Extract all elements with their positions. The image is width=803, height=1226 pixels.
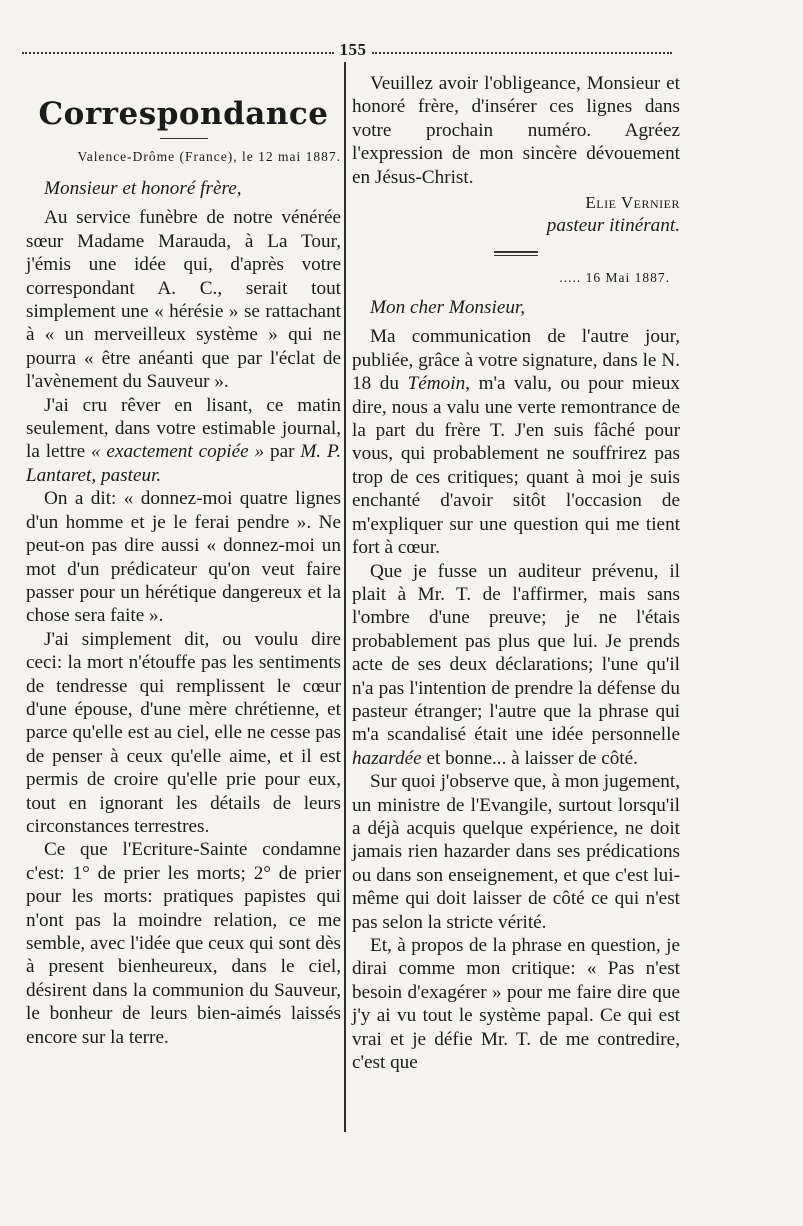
paragraph-text: J'ai cru rêver en lisant, ce matin seulement, dans votre estimable journal, la lettre	[26, 394, 341, 463]
section-title: Correspondance	[38, 96, 329, 132]
right-column	[352, 72, 680, 1074]
paragraph: J'ai simplement dit, ou voulu dire ceci: la mort n'étouffe pas les sentiments de tendresse qui remplissent le cœur d'une épouse, d'une mère chrétienne, et parce qu'elle est au ciel, elle ne cesse pas de penser à ceux qu'elle aime, et il est permis de croire qu'elle prie pour eux, tout en ignorant les détails de leurs circonstances terrestres.	[26, 628, 341, 837]
paragraph	[352, 560, 680, 771]
separator	[494, 251, 538, 256]
paragraph-text: Que je fusse un auditeur prévenu, il plait à Mr. T. de l'affirmer, mais sans l'ombre d'une preuve; je ne l'étais probablement pas plus que lui. Je prends acte de ses deux déclarations; l'une qu'il n'a pas l'intention de prendre la défense du pasteur étranger; l'autre que la phrase qui m'a scandalisé était une idée personnelle	[352, 560, 680, 746]
paragraph-text: par	[269, 441, 295, 463]
column-divider	[344, 62, 346, 1132]
journal-title: Témoin,	[407, 373, 470, 395]
signature-role: pasteur itinérant.	[546, 215, 680, 237]
letter-dateline: Valence-Drôme (France), le 12 mai 1887.	[77, 149, 341, 164]
letter-dateline: ..... 16 Mai 1887.	[559, 270, 670, 286]
paragraph	[26, 394, 341, 488]
paragraph: On a dit: « donnez-moi quatre lignes d'un homme et je le ferai pendre ». Ne peut-on pas dire aussi « donnez-moi un mot d'un prédicateur qu'on veut faire passer pour un hérétique dangereux et la chose sera faite ».	[26, 488, 341, 627]
paragraph: Sur quoi j'observe que, à mon jugement, un ministre de l'Evangile, surtout lorsqu'il a déjà acquis quelque expérience, ne doit jamais rien hazarder dans ses prédications ou dans son enseignement, et que c'est lui-même qui doit laisser de côté ce qui n'est pas selon la stricte vérité.	[352, 771, 680, 933]
page-number: 155	[339, 40, 367, 59]
header-rule-left	[22, 52, 334, 56]
title-dash	[160, 138, 208, 139]
paragraph: Et, à propos de la phrase en question, je dirai comme mon critique: « Pas n'est besoin d'exagérer » pour me faire dire que j'y ai vu tout le système papal. Ce qui est vrai et je défie Mr. T. de me contredire, c'est que	[352, 935, 680, 1074]
italic-word: hazardée	[352, 747, 422, 769]
paragraph: Au service funèbre de notre vénérée sœur Madame Marauda, à La Tour, j'émis une idée qui, d'après votre correspondant A. C., serait tout simplement une « hérésie » se rattachant à « un merveilleux système » qui ne pourra « être anéanti que par l'éclat de l'avènement du Sauveur ».	[26, 207, 341, 393]
paragraph	[352, 325, 680, 559]
paragraph-text: m'a valu, ou pour mieux dire, nous a valu une verte remontrance de la part du frère T. J'en suis fâché pour vous, qui probablement ne souffrirez pas trop de ces critiques; quant à moi je suis enchanté d'avoir sitôt l'occasion de m'expliquer sur une question qui me tient fort à cœur.	[352, 373, 681, 559]
quoted-text: « exactement copiée »	[90, 441, 265, 463]
paragraph-text: et bonne... à laisser de côté.	[426, 747, 638, 769]
letter-salutation: Mon cher Monsieur,	[370, 297, 526, 319]
signature-name: Elie Vernier	[585, 193, 680, 213]
cited-author: M. P. Lantaret, pasteur.	[26, 441, 342, 486]
left-column	[26, 80, 341, 1049]
letter-salutation: Monsieur et honoré frère,	[44, 178, 242, 199]
paragraph-text: Ma communication de l'autre jour, publiée, grâce à votre signature, dans le N. 18 du	[352, 326, 680, 395]
paragraph: Veuillez avoir l'obligeance, Monsieur et honoré frère, d'insérer ces lignes dans votre prochain numéro. Agréez l'expression de mon sincère dévouement en Jésus-Christ.	[352, 73, 680, 188]
paragraph: Ce que l'Ecriture-Sainte condamne c'est: 1° de prier les morts; 2° de prier pour les morts: pratiques papistes qui n'ont pas la moindre relation, ce me semble, avec l'idée que ceux qui sont dès à present bienheureux, dans le ciel, désirent dans la communion du Sauveur, le bonheur de leurs bien-aimés laissés encore sur la terre.	[26, 839, 341, 1048]
header-rule-right	[372, 52, 672, 56]
